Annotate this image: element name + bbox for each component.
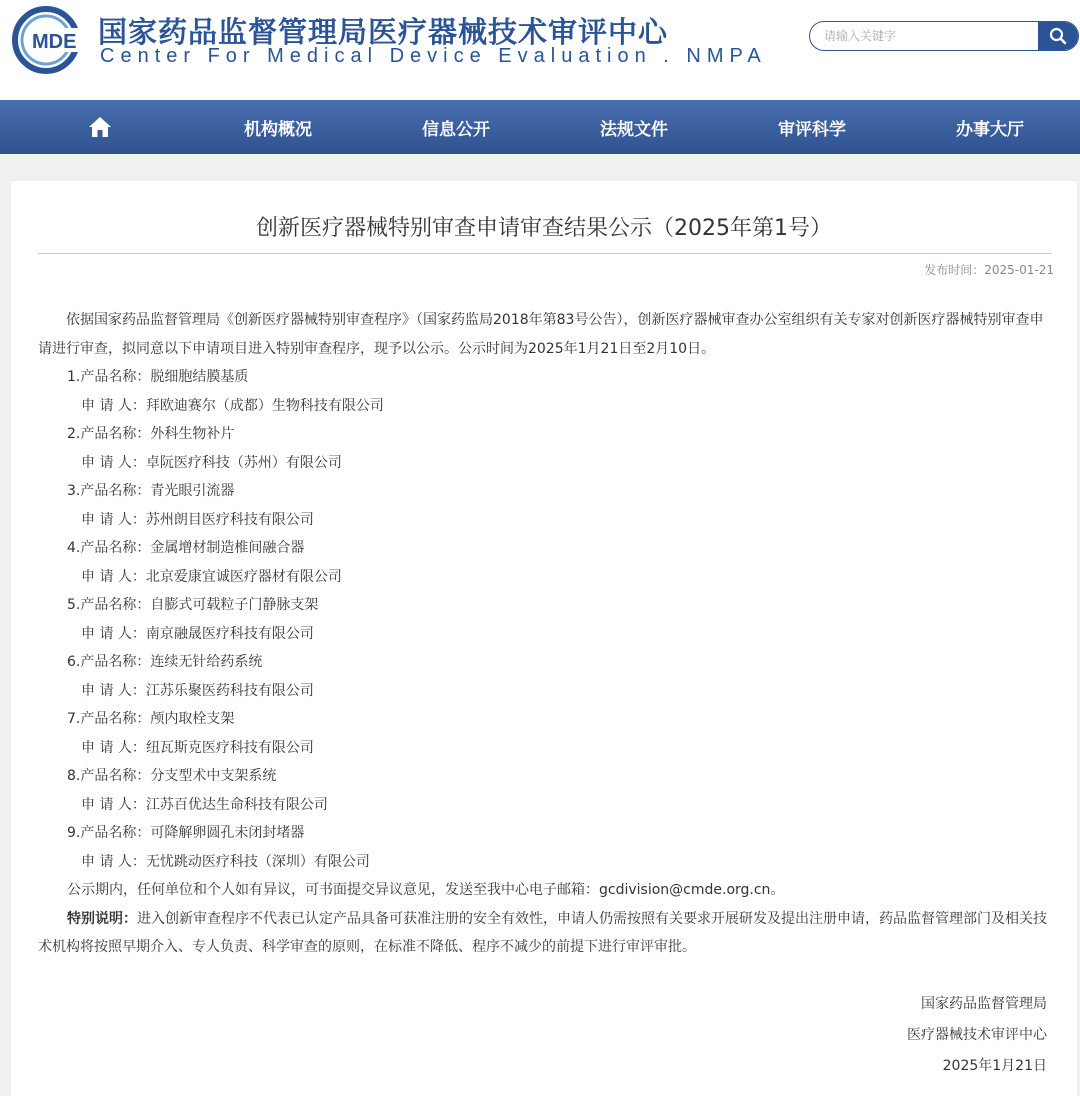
applicant-line: 申 请 人：江苏乐聚医药科技有限公司 xyxy=(81,682,314,699)
product-name-line: 6.产品名称：连续无针给药系统 xyxy=(67,654,263,670)
signature-date: 2025年1月21日 xyxy=(942,1058,1047,1074)
product-name-line: 9.产品名称：可降解卵圆孔未闭封堵器 xyxy=(67,825,305,841)
search-button[interactable] xyxy=(1038,22,1078,50)
signature-block xyxy=(907,989,1047,1082)
special-note-text: 进入创新审查程序不代表已认定产品具备可获准注册的安全有效性，申请人仍需按照有关要求开展研发及提出注册申请，药品监督管理部门及相关技术机构将按照早期介入、专人负责、科学审查的原则，在标准不降低、程序不减少的前提下进行审评审批。 xyxy=(38,910,1047,955)
main-nav xyxy=(0,100,1080,154)
signature-center: 医疗器械技术审评中心 xyxy=(907,1027,1047,1043)
product-name-line: 5.产品名称：自膨式可载粒子门静脉支架 xyxy=(67,597,319,613)
logo-text: MDE xyxy=(32,31,77,53)
cmde-logo[interactable] xyxy=(12,6,80,74)
product-name-line: 7.产品名称：颅内取栓支架 xyxy=(67,711,235,727)
article-title: 创新医疗器械特别审查申请审查结果公示（2025年第1号） xyxy=(256,216,832,241)
publish-date-value: 2025-01-21 xyxy=(984,263,1054,277)
applicant-line: 申 请 人：北京爱康宜诚医疗器材有限公司 xyxy=(81,568,342,585)
nav-item-about[interactable]: 机构概况 xyxy=(244,119,312,140)
nav-item-info-disclosure[interactable]: 信息公开 xyxy=(422,119,490,140)
nav-item-review-science[interactable]: 审评科学 xyxy=(778,119,846,140)
search-icon xyxy=(1049,27,1067,45)
applicant-line: 申 请 人：江苏百优达生命科技有限公司 xyxy=(81,796,328,813)
product-name-line: 3.产品名称：青光眼引流器 xyxy=(67,483,235,499)
site-header xyxy=(0,0,1080,100)
publish-date xyxy=(924,261,1054,278)
search-input[interactable] xyxy=(810,22,1030,50)
applicant-line: 申 请 人：苏州朗目医疗科技有限公司 xyxy=(81,511,314,528)
applicant-line: 申 请 人：纽瓦斯克医疗科技有限公司 xyxy=(81,739,314,756)
article-body xyxy=(38,306,1054,962)
nav-item-service-hall[interactable]: 办事大厅 xyxy=(956,119,1024,140)
signature-agency: 国家药品监督管理局 xyxy=(921,996,1047,1012)
objection-notice: 公示期内，任何单位和个人如有异议，可书面提交异议意见，发送至我中心电子邮箱：gcdivision@cmde.org.cn。 xyxy=(67,882,785,898)
product-name-line: 8.产品名称：分支型术中支架系统 xyxy=(67,768,277,784)
intro-paragraph: 依据国家药品监督管理局《创新医疗器械特别审查程序》（国家药监局2018年第83号公告），创新医疗器械审查办公室组织有关专家对创新医疗器械特别审查申请进行审查，拟同意以下申请项目进入特别审查程序，现予以公示。公示时间为2025年1月21日至2月10日。 xyxy=(38,312,1044,357)
special-note-label: 特别说明： xyxy=(67,910,137,927)
applicant-line: 申 请 人：无忧跳动医疗科技（深圳）有限公司 xyxy=(81,853,370,870)
site-title-cn: 国家药品监督管理局医疗器械技术审评中心 xyxy=(98,15,669,49)
applicant-line: 申 请 人：南京融晟医疗科技有限公司 xyxy=(81,625,314,642)
applicant-line: 申 请 人：卓阮医疗科技（苏州）有限公司 xyxy=(81,454,342,471)
search-box xyxy=(809,21,1079,51)
article-card xyxy=(11,181,1077,1096)
product-name-line: 2.产品名称：外科生物补片 xyxy=(67,426,235,442)
nav-item-regulations[interactable]: 法规文件 xyxy=(600,119,668,140)
product-name-line: 4.产品名称：金属增材制造椎间融合器 xyxy=(67,540,305,556)
special-note xyxy=(38,905,1054,962)
site-title-en: Center For Medical Device Evaluation . NMPA xyxy=(100,45,767,67)
product-name-line: 1.产品名称：脱细胞结膜基质 xyxy=(67,369,249,385)
publish-date-label: 发布时间： xyxy=(924,263,985,277)
applicant-line: 申 请 人：拜欧迪赛尔（成都）生物科技有限公司 xyxy=(81,397,384,414)
nav-home[interactable] xyxy=(11,100,189,154)
home-icon xyxy=(88,116,112,138)
title-divider xyxy=(38,253,1052,254)
